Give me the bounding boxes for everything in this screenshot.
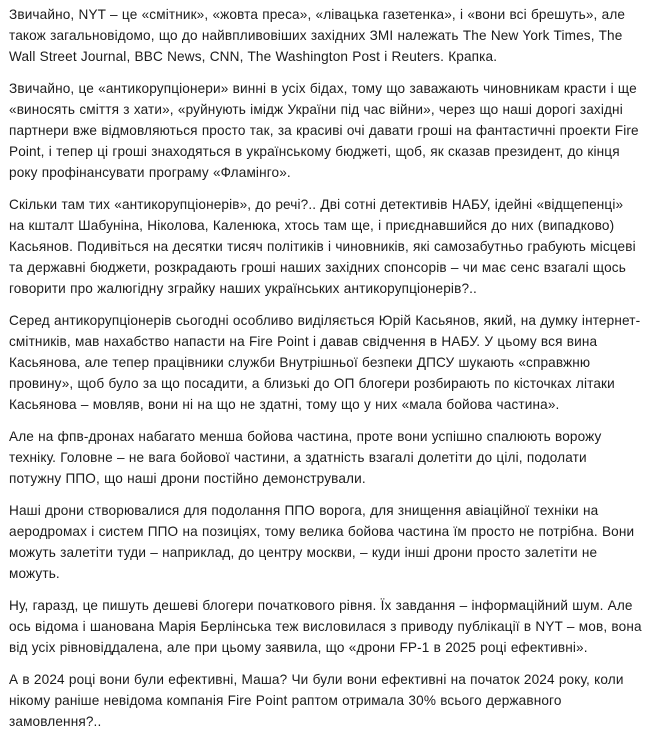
paragraph-6: Наші дрони створювалися для подолання ППО ворога, для знищення авіаційної техніки на аеродромах і систем ППО на позиціях, тому велика бойова частина їм просто не потрібна. Вони можуть залетіти туди – наприклад, до центру москви, – куди інші дрони просто залетіти не можуть. [9, 503, 635, 581]
paragraph-1: Звичайно, NYT – це «смітник», «жовта преса», «лівацька газетенка», і «вони всі брешуть», але також загальновідомо, що до найвпливовіших західних ЗМІ належать The New York Times, The Wall Street Journal, BBC News, CNN, The Washington Post і Reuters. Крапка. [9, 7, 626, 64]
paragraph-7: Ну, гаразд, це пишуть дешеві блогери початкового рівня. Їх завдання – інформаційний шум. Але ось відома і шанована Марія Берлінська теж висловилася з приводу публікації в NYT – мов, вона від усіх рівновіддалена, але при цьому заявила, що «дрони FP-1 в 2025 році ефективні». [9, 598, 642, 655]
paragraph-5: Але на фпв-дронах набагато менша бойова частина, проте вони успішно спалюють ворожу техніку. Головне – не вага бойової частини, а здатність взагалі долетіти до цілі, подолати потужну ППО, що наші дрони постійно демонстрували. [9, 429, 602, 486]
paragraph-8: А в 2024 році вони були ефективні, Маша? Чи були вони ефективні на початок 2024 року, коли нікому раніше невідома компанія Fire Point раптом отримала 30% всього державного замовлення?.. [9, 672, 624, 729]
paragraph-4: Серед антикорупціонерів сьогодні особливо виділяється Юрій Касьянов, який, на думку інтернет-смітників, мав нахабство напасти на Fire Point і давав свідчення в НАБУ. У цьому вся вина Касьянова, але тепер працівники служби Внутрішньої безпеки ДПСУ шукають «справжню провину», щоб було за що посадити, а близькі до ОП блогери розбирають по кісточках літаки Касьянова – мовляв, вони ні на що не здатні, тому що у них «мала бойова частина». [9, 313, 641, 412]
paragraph-3: Скільки там тих «антикорупціонерів», до речі?.. Дві сотні детективів НАБУ, ідейні «відщепенці» на кшталт Шабуніна, Ніколова, Каленюка, хтось там ще, і приєднавшийся до них (випадково) Касьянов. Подивіться на десятки тисяч політиків і чиновників, які самозабутньо грабують місцеві та державні бюджети, розкрадають гроші наших західних спонсорів – чи має сенс взагалі щось говорити про жалюгідну зграйку наших українських антикорупціонерів?.. [9, 197, 636, 296]
paragraph-2: Звичайно, це «антикорупціонери» винні в усіх бідах, тому що заважають чиновникам красти і ще «виносять сміття з хати», «руйнують імідж України під час війни», через що наші дорогі західні партнери вже відмовляються просто так, за красиві очі давати гроші на фантастичні проекти Fire Point, і тепер ці гроші знаходяться в українському бюджеті, щоб, як сказав президент, до кінця року профінансувати програму «Фламінго». [9, 81, 639, 180]
